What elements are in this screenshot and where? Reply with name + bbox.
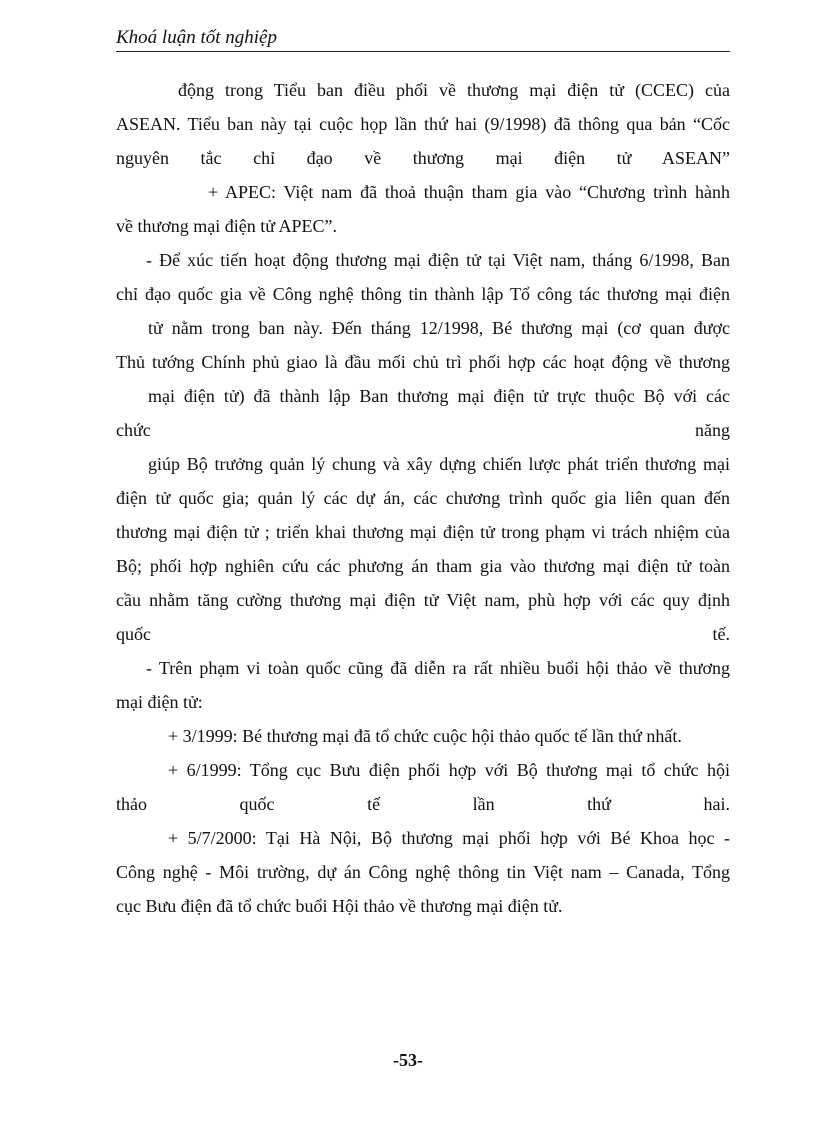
text-line: quốc tế.: [116, 624, 730, 644]
text-line: thảo quốc tế lần thứ hai.: [116, 794, 730, 814]
text-line: Công nghệ - Môi trường, dự án Công nghệ thông tin Việt nam – Canada, Tổng: [116, 862, 730, 882]
body-text: [116, 73, 730, 923]
text-line: - Để xúc tiến hoạt động thương mại điện tử tại Việt nam, tháng 6/1998, Ban: [146, 250, 730, 270]
text-line: ASEAN. Tiểu ban này tại cuộc họp lần thứ hai (9/1998) đã thông qua bản “Cốc: [116, 114, 730, 134]
text-line: mại điện tử:: [116, 692, 203, 712]
text-line: chỉ đạo quốc gia về Công nghệ thông tin thành lập Tổ công tác thương mại điện: [116, 284, 730, 304]
text-line: + 3/1999: Bé thương mại đã tổ chức cuộc hội thảo quốc tế lần thứ nhất.: [168, 726, 682, 746]
text-line: động trong Tiểu ban điều phối về thương mại điện tử (CCEC) của: [178, 80, 730, 100]
text-line: nguyên tắc chỉ đạo về thương mại điện tử ASEAN”: [116, 148, 730, 168]
text-line: tử nằm trong ban này. Đến tháng 12/1998, Bé thương mại (cơ quan được: [148, 318, 730, 338]
text-line: mại điện tử) đã thành lập Ban thương mại điện tử trực thuộc Bộ với các: [148, 386, 730, 406]
text-line: Thủ tướng Chính phủ giao là đầu mối chủ trì phối hợp các hoạt động về thương: [116, 352, 730, 372]
text-line: giúp Bộ trưởng quản lý chung và xây dựng chiến lược phát triển thương mại: [148, 454, 730, 474]
text-line: + 6/1999: Tổng cục Bưu điện phối hợp với Bộ thương mại tổ chức hội: [168, 760, 730, 780]
text-line: + 5/7/2000: Tại Hà Nội, Bộ thương mại phối hợp với Bé Khoa học -: [168, 828, 730, 848]
page-number: -53-: [393, 1050, 423, 1070]
text-line: thương mại điện tử ; triển khai thương mại điện tử trong phạm vi trách nhiệm của: [116, 522, 730, 542]
text-line: + APEC: Việt nam đã thoả thuận tham gia vào “Chương trình hành: [208, 182, 730, 202]
text-line: điện tử quốc gia; quản lý các dự án, các chương trình quốc gia liên quan đến: [116, 488, 730, 508]
text-line: cục Bưu điện đã tổ chức buổi Hội thảo về thương mại điện tử.: [116, 896, 563, 916]
text-line: chức năng: [116, 420, 730, 440]
text-line: - Trên phạm vi toàn quốc cũng đã diễn ra rất nhiều buổi hội thảo về thương: [146, 658, 730, 678]
text-line: về thương mại điện tử APEC”.: [116, 216, 338, 236]
text-line: cầu nhằm tăng cường thương mại điện tử Việt nam, phù hợp với các quy định: [116, 590, 730, 610]
text-line: Bộ; phối hợp nghiên cứu các phương án tham gia vào thương mại điện tử toàn: [116, 556, 730, 576]
page-header-title: Khoá luận tốt nghiệp: [116, 27, 277, 48]
header-divider: [116, 51, 730, 52]
